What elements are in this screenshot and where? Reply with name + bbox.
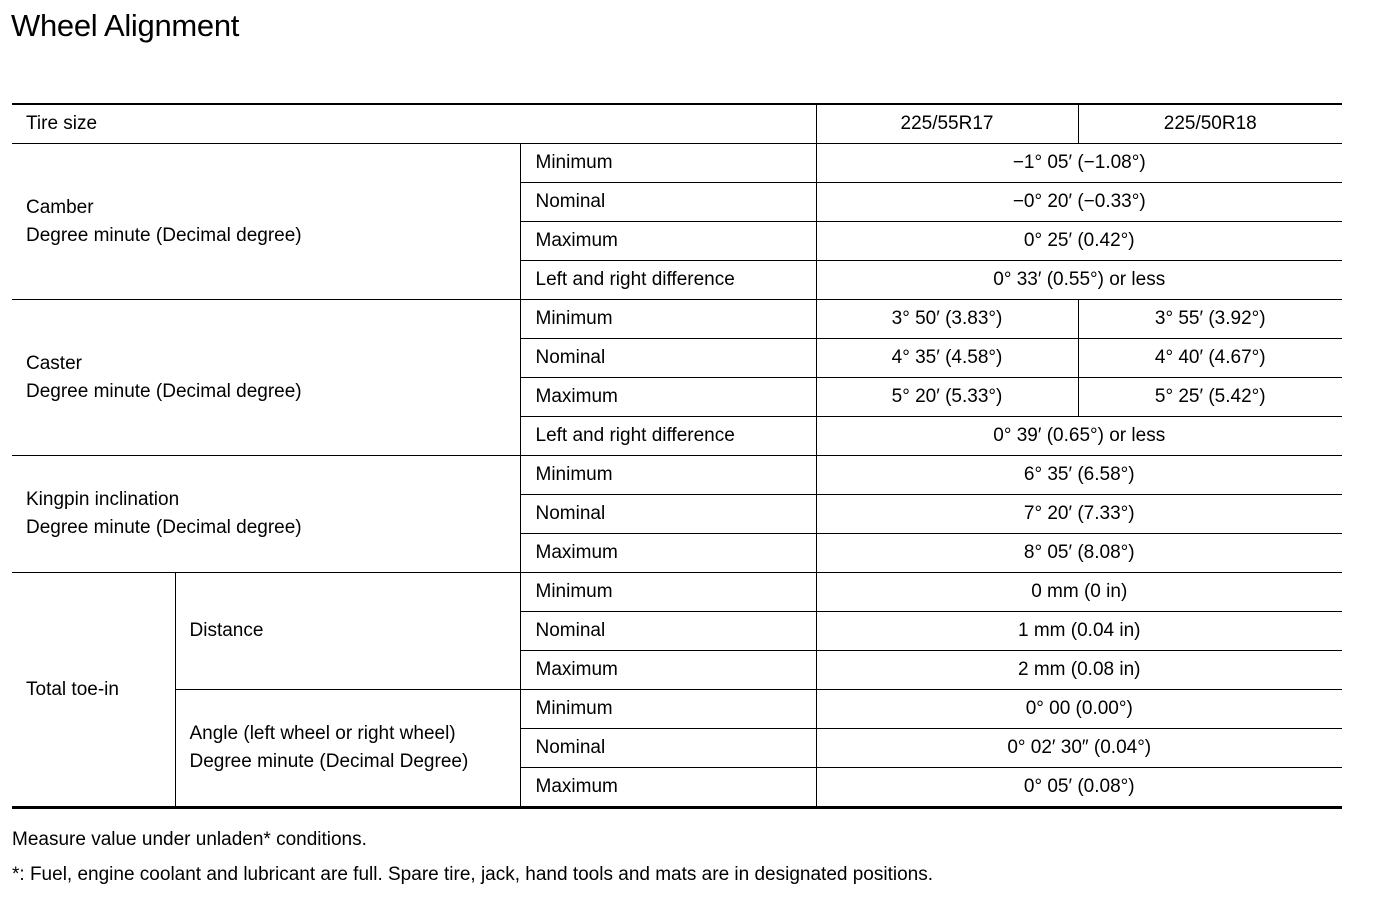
tire-size-header: 225/50R18 — [1078, 104, 1342, 144]
toe-subgroup-label-line: Degree minute (Decimal Degree) — [189, 751, 469, 772]
group-label — [12, 456, 520, 573]
value-cell: 0° 00 (0.00°) — [816, 690, 1342, 729]
table-row — [12, 456, 1342, 495]
parameter-label: Minimum — [520, 300, 816, 339]
value-cell: 5° 25′ (5.42°) — [1078, 378, 1342, 417]
value-cell: 1 mm (0.04 in) — [816, 612, 1342, 651]
header-row — [12, 104, 1342, 144]
value-cell: 0° 33′ (0.55°) or less — [816, 261, 1342, 300]
group-label — [12, 144, 520, 300]
value-cell: −1° 05′ (−1.08°) — [816, 144, 1342, 183]
tire-size-header: 225/55R17 — [816, 104, 1078, 144]
value-cell: 0 mm (0 in) — [816, 573, 1342, 612]
parameter-label: Minimum — [520, 456, 816, 495]
group-label-line: Degree minute (Decimal degree) — [26, 224, 302, 246]
value-cell: 8° 05′ (8.08°) — [816, 534, 1342, 573]
value-cell: 4° 40′ (4.67°) — [1078, 339, 1342, 378]
parameter-label: Nominal — [520, 495, 816, 534]
toe-subgroup-label-line: Distance — [189, 620, 264, 641]
group-label — [12, 300, 520, 456]
value-cell: −0° 20′ (−0.33°) — [816, 183, 1342, 222]
wheel-alignment-table — [12, 103, 1342, 809]
value-cell: 0° 05′ (0.08°) — [816, 768, 1342, 808]
toe-subgroup-label — [175, 690, 520, 808]
parameter-label: Maximum — [520, 768, 816, 808]
note-footnote: *: Fuel, engine coolant and lubricant are full. Spare tire, jack, hand tools and mats are in designated positions. — [12, 864, 933, 885]
value-cell: 0° 02′ 30″ (0.04°) — [816, 729, 1342, 768]
parameter-label: Nominal — [520, 183, 816, 222]
group-label-line: Degree minute (Decimal degree) — [26, 380, 302, 402]
value-cell: 3° 55′ (3.92°) — [1078, 300, 1342, 339]
group-label-line: Degree minute (Decimal degree) — [26, 517, 302, 538]
group-label-line: Camber — [26, 196, 94, 218]
table-row — [12, 573, 1342, 612]
value-cell: 4° 35′ (4.58°) — [816, 339, 1078, 378]
value-cell: 2 mm (0.08 in) — [816, 651, 1342, 690]
table-row — [12, 300, 1342, 339]
value-cell: 7° 20′ (7.33°) — [816, 495, 1342, 534]
value-cell: 5° 20′ (5.33°) — [816, 378, 1078, 417]
parameter-label: Nominal — [520, 339, 816, 378]
toe-subgroup-label-line: Angle (left wheel or right wheel) — [189, 723, 456, 744]
value-cell: 3° 50′ (3.83°) — [816, 300, 1078, 339]
toe-in-label: Total toe-in — [12, 573, 175, 808]
parameter-label: Minimum — [520, 573, 816, 612]
parameter-label: Minimum — [520, 144, 816, 183]
parameter-label: Maximum — [520, 651, 816, 690]
group-label-line: Kingpin inclination — [26, 489, 180, 510]
parameter-label: Maximum — [520, 534, 816, 573]
parameter-label: Maximum — [520, 222, 816, 261]
toe-subgroup-label — [175, 573, 520, 690]
value-cell: 6° 35′ (6.58°) — [816, 456, 1342, 495]
parameter-label: Left and right difference — [520, 261, 816, 300]
parameter-label: Nominal — [520, 729, 816, 768]
parameter-label: Nominal — [520, 612, 816, 651]
value-cell: 0° 25′ (0.42°) — [816, 222, 1342, 261]
tire-size-label: Tire size — [26, 113, 98, 134]
parameter-label: Minimum — [520, 690, 816, 729]
table-row — [12, 690, 1342, 729]
page-title: Wheel Alignment — [11, 8, 240, 43]
note-unladen: Measure value under unladen* conditions. — [12, 829, 367, 850]
parameter-label: Maximum — [520, 378, 816, 417]
value-cell: 0° 39′ (0.65°) or less — [816, 417, 1342, 456]
parameter-label: Left and right difference — [520, 417, 816, 456]
table-row — [12, 144, 1342, 183]
group-label-line: Caster — [26, 352, 82, 374]
